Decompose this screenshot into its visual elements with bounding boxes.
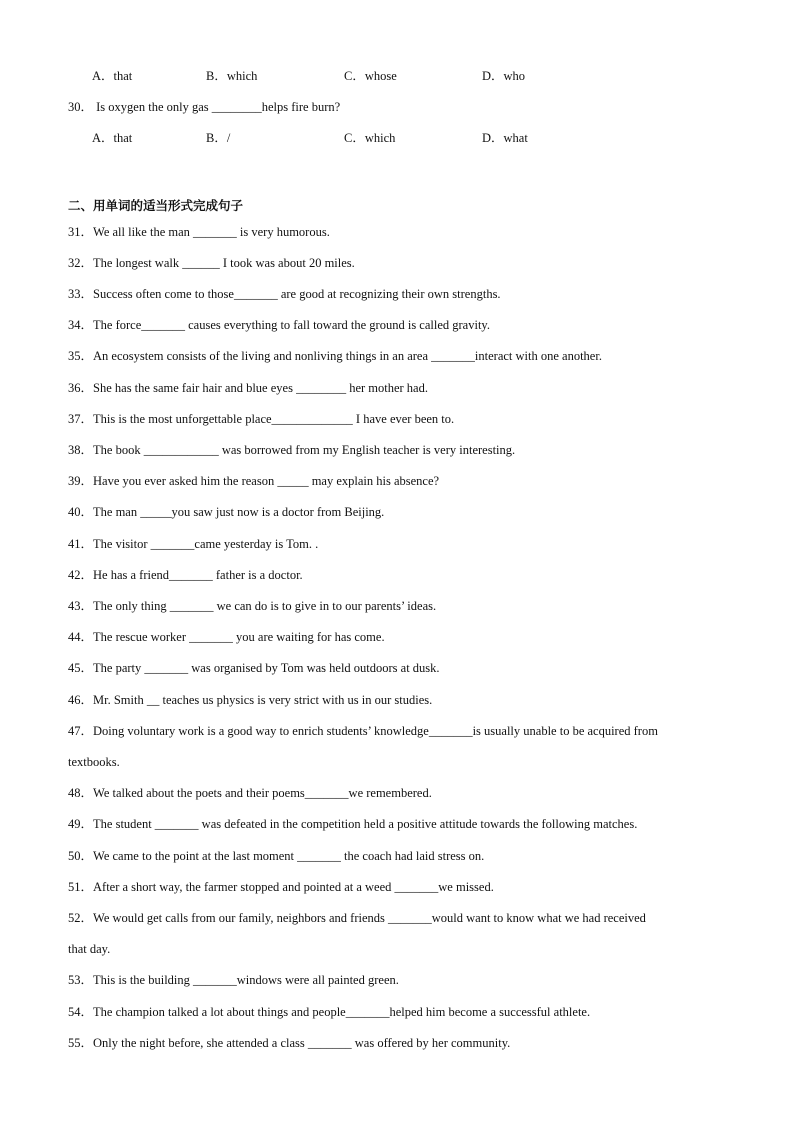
section-heading: 二、用单词的适当形式完成句子 <box>68 198 244 213</box>
question-text: Is oxygen the only gas ________helps fire burn? <box>96 100 341 114</box>
question-number: 38． <box>68 443 94 457</box>
question-text: After a short way, the farmer stopped and pointed at a weed _______we missed. <box>93 880 494 894</box>
question-49 <box>68 816 734 832</box>
question-47-continuation: textbooks. <box>68 755 120 769</box>
question-text: The student _______ was defeated in the competition held a positive attitude towards the following matches. <box>93 817 638 831</box>
question-30 <box>68 99 734 115</box>
question-text: The longest walk ______ I took was about 20 miles. <box>93 256 355 270</box>
question-47 <box>68 723 734 739</box>
question-55 <box>68 1035 734 1051</box>
question-text: Success often come to those_______ are good at recognizing their own strengths. <box>93 287 501 301</box>
question-text: The champion talked a lot about things and people_______helped him become a successful athlete. <box>93 1005 591 1019</box>
question-51 <box>68 879 734 895</box>
question-number: 42． <box>68 568 94 582</box>
q30-option-b: B．/ <box>206 131 231 145</box>
question-number: 31． <box>68 225 94 239</box>
question-number: 52． <box>68 911 94 925</box>
q30-option-a: A．that <box>92 131 133 145</box>
q29-option-a: A．that <box>92 69 133 83</box>
question-number: 47． <box>68 724 94 738</box>
question-number: 32． <box>68 256 94 270</box>
question-45 <box>68 660 734 676</box>
question-38 <box>68 442 734 458</box>
question-text: The visitor _______came yesterday is Tom. . <box>93 537 319 551</box>
question-35 <box>68 348 734 364</box>
question-text: This is the most unforgettable place_____________ I have ever been to. <box>93 412 455 426</box>
question-number: 34． <box>68 318 94 332</box>
question-text: The only thing _______ we can do is to give in to our parents’ ideas. <box>93 599 437 613</box>
question-50 <box>68 848 734 864</box>
question-number: 53． <box>68 973 94 987</box>
question-number: 46． <box>68 693 94 707</box>
question-text: He has a friend_______ father is a doctor. <box>93 568 303 582</box>
question-text: The man _____you saw just now is a doctor from Beijing. <box>93 505 385 519</box>
q29-option-c: C．whose <box>344 69 397 83</box>
question-text: An ecosystem consists of the living and nonliving things in an area _______interact with one another. <box>93 349 602 363</box>
question-number: 48． <box>68 786 94 800</box>
question-text: We all like the man _______ is very humorous. <box>93 225 330 239</box>
question-41 <box>68 536 734 552</box>
question-number: 30． <box>68 100 94 114</box>
question-text: The force_______ causes everything to fall toward the ground is called gravity. <box>93 318 490 332</box>
question-text: Doing voluntary work is a good way to enrich students’ knowledge_______is usually unable to be acquired from <box>93 724 658 738</box>
question-text: We came to the point at the last moment _______ the coach had laid stress on. <box>93 849 485 863</box>
question-text: The book ____________ was borrowed from my English teacher is very interesting. <box>93 443 516 457</box>
question-number: 40． <box>68 505 94 519</box>
question-40 <box>68 504 734 520</box>
question-number: 33． <box>68 287 94 301</box>
question-37 <box>68 411 734 427</box>
question-52 <box>68 910 734 926</box>
question-36 <box>68 380 734 396</box>
question-number: 45． <box>68 661 94 675</box>
question-number: 43． <box>68 599 94 613</box>
question-number: 51． <box>68 880 94 894</box>
question-text: She has the same fair hair and blue eyes ________ her mother had. <box>93 381 428 395</box>
question-52-continuation: that day. <box>68 942 111 956</box>
question-53 <box>68 972 734 988</box>
q30-option-d: D．what <box>482 131 528 145</box>
question-number: 44． <box>68 630 94 644</box>
question-34 <box>68 317 734 333</box>
question-46 <box>68 692 734 708</box>
question-43 <box>68 598 734 614</box>
question-number: 37． <box>68 412 94 426</box>
question-text: We would get calls from our family, neighbors and friends _______would want to know what we had received <box>93 911 646 925</box>
question-text: This is the building _______windows were all painted green. <box>93 973 399 987</box>
question-number: 50． <box>68 849 94 863</box>
question-number: 36． <box>68 381 94 395</box>
question-number: 41． <box>68 537 94 551</box>
question-text: The party _______ was organised by Tom was held outdoors at dusk. <box>93 661 440 675</box>
question-text: The rescue worker _______ you are waiting for has come. <box>93 630 385 644</box>
q30-option-c: C．which <box>344 131 396 145</box>
question-number: 35． <box>68 349 94 363</box>
question-number: 49． <box>68 817 94 831</box>
question-39 <box>68 473 734 489</box>
question-text: Have you ever asked him the reason _____ may explain his absence? <box>93 474 440 488</box>
question-text: Mr. Smith __ teaches us physics is very strict with us in our studies. <box>93 693 433 707</box>
question-32 <box>68 255 734 271</box>
question-number: 39． <box>68 474 94 488</box>
question-number: 55． <box>68 1036 94 1050</box>
question-44 <box>68 629 734 645</box>
question-text: We talked about the poets and their poems_______we remembered. <box>93 786 432 800</box>
question-number: 54． <box>68 1005 94 1019</box>
question-42 <box>68 567 734 583</box>
question-31 <box>68 224 734 240</box>
q29-option-b: B．which <box>206 69 258 83</box>
question-48 <box>68 785 734 801</box>
question-text: Only the night before, she attended a class _______ was offered by her community. <box>93 1036 511 1050</box>
q29-option-d: D．who <box>482 69 526 83</box>
question-54 <box>68 1004 734 1020</box>
question-33 <box>68 286 734 302</box>
